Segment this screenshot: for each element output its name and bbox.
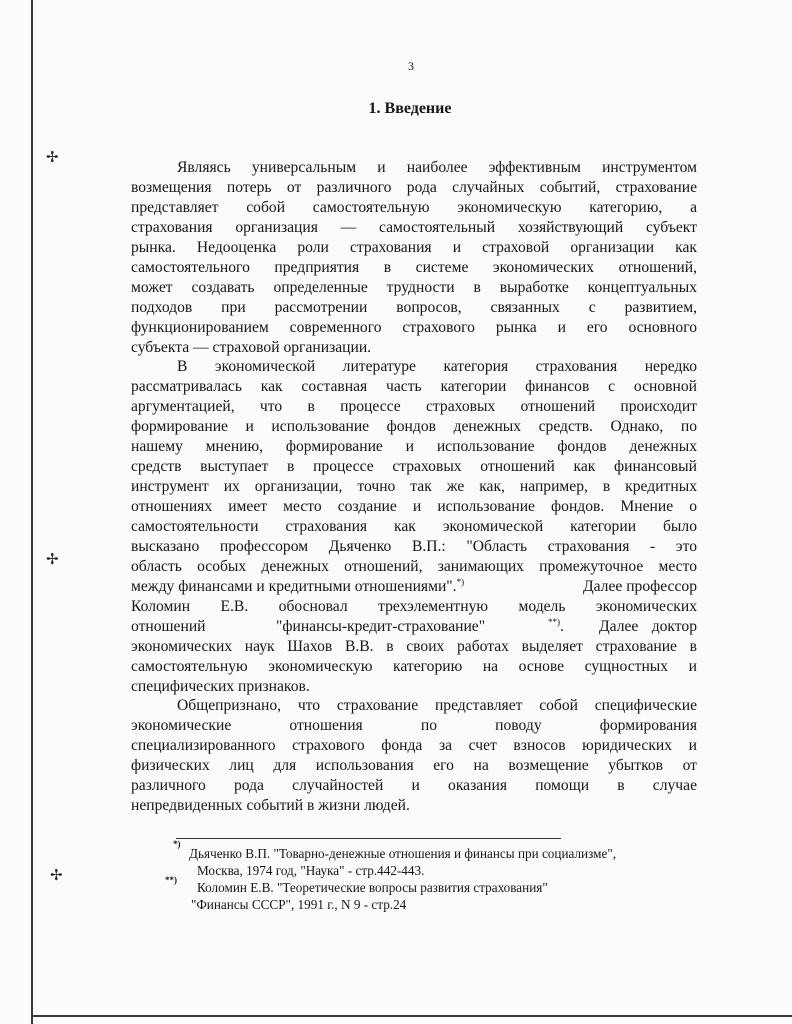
paragraph-line: различного рода случайностей и оказания помощи в случае (131, 777, 697, 794)
footnote-ref: *) (456, 576, 465, 587)
paragraph-line: Коломин Е.В. обосновал трехэлементную модель экономических (131, 598, 697, 615)
paragraph-line: возмещения потерь от различного рода случайных событий, страхование (131, 179, 697, 196)
paragraph-line: Общепризнано, что страхование представляет собой специфические (177, 697, 697, 714)
paragraph-line: специфических признаков. (131, 678, 310, 695)
paragraph-text: доктор (651, 618, 697, 635)
paragraph-line: подходов при рассмотрении вопросов, связанных с развитием, (131, 299, 697, 316)
paragraph-text: . (560, 618, 564, 635)
paragraph-line: экономических наук Шахов В.В. в своих работах выделяет страхование в (131, 638, 697, 655)
paragraph-line: высказано профессором Дьяченко В.П.: "Область страхования - это (131, 538, 697, 555)
footnote-line: Коломин Е.В. "Теоретические вопросы развития страхования" (197, 880, 548, 895)
paragraph-text: "финансы-кредит-страхование" (276, 618, 486, 635)
paragraph-line: нашему мнению, формирование и использование фондов денежных (131, 438, 697, 455)
footnote-divider (176, 838, 561, 839)
paragraph-line: страхования организация — самостоятельный хозяйствующий субъект (131, 219, 697, 236)
paragraph-line: специализированного страхового фонда за счет взносов юридических и (131, 737, 697, 754)
footnote-line: Дьяченко В.П. "Товарно-денежные отношения и финансы при социализме", (189, 846, 617, 861)
footnote-line: Москва, 1974 год, "Наука" - стр.442-443. (197, 863, 425, 878)
footnote-mark: *) (173, 839, 181, 849)
paragraph-line: непредвиденных событий в жизни людей. (131, 797, 410, 814)
section-heading: 1. Введение (368, 100, 452, 117)
scan-bottom-edge (31, 1015, 792, 1017)
scan-left-edge (31, 0, 33, 1024)
paragraph-line: аргументацией, что в процессе страховых отношений происходит (131, 398, 697, 415)
scan-mark-icon: ✢ (46, 150, 59, 166)
paragraph-line: самостоятельного предприятия в системе экономических отношений, (131, 259, 697, 276)
paragraph-line: экономические отношения по поводу формирования (131, 717, 697, 734)
footnote-ref: **) (548, 616, 560, 627)
paragraph-line: средств выступает в процессе страховых отношений как финансовый (131, 458, 697, 475)
paragraph-line: субъекта — страховой организации. (131, 339, 372, 356)
page-number: 3 (408, 59, 414, 73)
paragraph-line: В экономической литературе категория страхования нередко (177, 358, 697, 375)
paragraph-line: рынка. Недооценка роли страхования и страховой организации как (131, 239, 697, 256)
paragraph-line: самостоятельную экономическую категорию на основе сущностных и (131, 658, 697, 675)
paragraph-line: Являясь универсальным и наиболее эффективным инструментом (177, 159, 697, 176)
scan-mark-icon: ✢ (46, 552, 59, 568)
paragraph-line: самостоятельности страхования как экономической категории было (131, 518, 697, 535)
paragraph-line (276, 617, 536, 637)
paragraph-line (548, 617, 588, 637)
paragraph-text: отношений (131, 618, 206, 635)
paragraph-line: может создавать определенные трудности в выработке концептуальных (131, 279, 697, 296)
paragraph-text: Далее (599, 618, 639, 635)
paragraph-line: инструмент их организации, точно так же как, например, в кредитных (131, 478, 697, 495)
paragraph-line: формирование и использование фондов денежных средств. Однако, по (131, 418, 697, 435)
paragraph-line: рассматривалась как составная часть категории финансов с основной (131, 378, 697, 395)
paragraph-line: отношениях имеет место создание и использование фондов. Мнение о (131, 498, 697, 515)
footnote-line: "Финансы СССР", 1991 г., N 9 - стр.24 (191, 897, 407, 912)
paragraph-line: функционированием современного страхового рынка и его основного (131, 319, 697, 336)
footnote-mark: **) (165, 875, 177, 885)
paragraph-line: область особых денежных отношений, занимающих промежуточное место (131, 558, 697, 575)
paragraph-text: между финансами и кредитными отношениями". (131, 578, 457, 595)
paragraph-line: физических лиц для использования его на возмещение убытков от (131, 757, 697, 774)
paragraph-line: представляет собой самостоятельную экономическую категорию, а (131, 199, 697, 216)
scan-mark-icon: ✢ (50, 868, 63, 884)
paragraph-text: Далее профессор (582, 578, 697, 595)
